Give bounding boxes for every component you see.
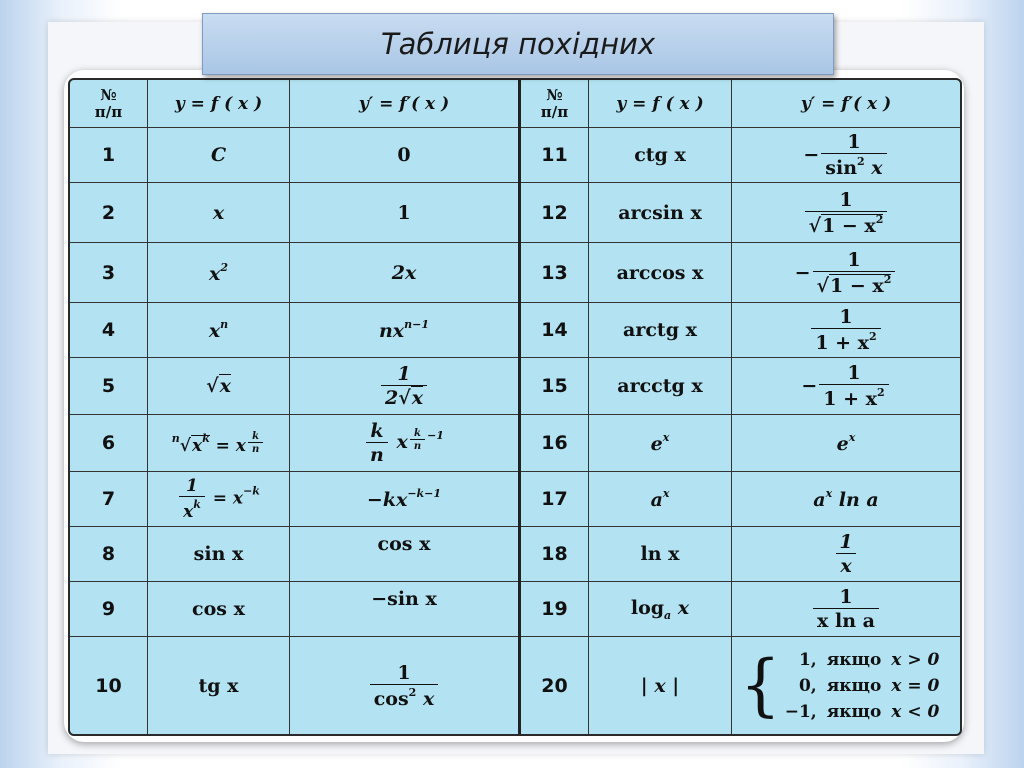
row-number: 20 — [521, 637, 589, 734]
row-number: 5 — [70, 358, 148, 414]
case-row: −1, якщо x < 0 — [784, 701, 940, 722]
derivative-cell — [732, 243, 960, 302]
function-cell — [148, 243, 290, 302]
function-text: x — [212, 201, 225, 224]
derivative-minus: − — [803, 144, 820, 166]
title-banner — [202, 13, 834, 75]
derivative-fraction: $\frac{1}{1 + x^2}$ — [811, 306, 880, 354]
row-number: 13 — [521, 243, 589, 302]
function-text: $a^x$ — [650, 487, 670, 511]
derivative-cell — [732, 358, 960, 414]
table-row — [521, 582, 960, 637]
derivative-cell — [732, 637, 960, 734]
row-number: 11 — [521, 128, 589, 182]
row-number: 6 — [70, 415, 148, 471]
function-text: C — [210, 144, 227, 166]
function-cell — [148, 472, 290, 526]
header-derivative — [732, 80, 960, 127]
case-row: 0, якщо x = 0 — [798, 675, 940, 696]
header-function — [589, 80, 732, 127]
row-number: 1 — [70, 128, 148, 182]
derivative-text: 0 — [397, 144, 411, 166]
derivative-minus: − — [801, 375, 818, 397]
derivative-cell — [290, 472, 518, 526]
function-cell — [589, 243, 732, 302]
function-text: | x | — [640, 674, 680, 697]
function-text: cos x — [192, 598, 245, 620]
page-title: Таблиця похідних — [380, 27, 656, 61]
function-cell — [589, 183, 732, 242]
header-row — [70, 80, 518, 128]
function-cell — [589, 358, 732, 414]
derivative-cell — [732, 472, 960, 526]
function-cell — [148, 183, 290, 242]
function-text: arccos x — [616, 261, 704, 284]
table-row — [521, 358, 960, 415]
function-text: $\frac{1}{x^k}$ = $x^{-k}$ — [177, 476, 260, 522]
function-cell — [148, 527, 290, 581]
table-row — [521, 527, 960, 582]
derivative-fraction: $\frac{1}{2√x}$ — [381, 363, 427, 409]
derivative-cell — [732, 527, 960, 581]
function-cell — [148, 358, 290, 414]
table-row — [70, 183, 518, 243]
derivative-text: 1 — [397, 201, 411, 224]
function-text: $\log_a x$ — [630, 596, 690, 622]
row-number: 14 — [521, 303, 589, 357]
derivative-cell — [732, 303, 960, 357]
function-cell — [148, 582, 290, 636]
header-num-label: № — [546, 85, 563, 104]
function-text: arctg x — [623, 319, 697, 341]
table-row — [521, 183, 960, 243]
function-text: arcsin x — [618, 201, 702, 224]
table-row — [70, 472, 518, 527]
table-row — [521, 415, 960, 472]
function-cell — [589, 582, 732, 636]
function-cell — [589, 415, 732, 471]
derivative-minus: − — [794, 261, 811, 284]
table-row — [70, 582, 518, 637]
header-function-label: y = f ( x ) — [616, 93, 704, 114]
row-number: 4 — [70, 303, 148, 357]
function-cell — [589, 527, 732, 581]
row-number: 10 — [70, 637, 148, 734]
row-number: 18 — [521, 527, 589, 581]
derivative-cell — [732, 582, 960, 636]
table-row — [70, 358, 518, 415]
derivative-cell — [290, 637, 518, 734]
derivative-fraction: $\frac{1}{\cos^2 x}$ — [370, 662, 439, 710]
function-cell — [148, 415, 290, 471]
derivative-text: $e^x$ — [836, 431, 856, 455]
table-right-half — [521, 80, 960, 734]
row-number: 7 — [70, 472, 148, 526]
table-row — [521, 472, 960, 527]
function-text: ln x — [640, 543, 680, 565]
header-num — [521, 80, 589, 127]
row-number: 19 — [521, 582, 589, 636]
table-row — [521, 128, 960, 183]
function-text: $e^x$ — [650, 431, 670, 455]
function-cell — [148, 637, 290, 734]
row-number: 3 — [70, 243, 148, 302]
row-number: 2 — [70, 183, 148, 242]
function-text: $x^n$ — [208, 318, 229, 342]
derivative-fraction: $\frac{1}{√1 - x^2}$ — [813, 249, 896, 297]
header-num-label: № — [100, 85, 117, 104]
row-number: 8 — [70, 527, 148, 581]
derivative-cell — [732, 183, 960, 242]
function-text: sin x — [193, 543, 244, 565]
header-row — [521, 80, 960, 128]
table-row — [70, 527, 518, 582]
table-left-half — [70, 80, 521, 734]
function-cell — [589, 128, 732, 182]
derivative-cell — [290, 128, 518, 182]
function-text: $^n√x^k = x$ $\frac{k}{n}$ — [172, 431, 265, 456]
derivative-text: $nx^{n-1}$ — [378, 318, 430, 342]
derivative-text: 2x — [391, 261, 417, 284]
case-row: 1, якщо x > 0 — [798, 649, 940, 670]
header-num-sub: п/п — [94, 102, 123, 121]
table-row — [70, 415, 518, 472]
piecewise-definition — [740, 647, 939, 725]
derivative-text: $\frac{k}{n}$ x $\frac{k}{n}$ $^{-1}$ — [364, 420, 444, 466]
header-function — [148, 80, 290, 127]
left-brace-icon: { — [740, 646, 781, 725]
derivative-text: −sin x — [371, 588, 437, 610]
function-text: arcctg x — [617, 375, 703, 397]
table-row — [521, 303, 960, 358]
row-number: 16 — [521, 415, 589, 471]
derivative-fraction: $\frac{1}{x}$ — [835, 531, 856, 577]
function-cell — [148, 128, 290, 182]
derivative-fraction: $\frac{1}{\sin^2 x}$ — [821, 131, 886, 179]
derivative-text: $-kx^{-k-1}$ — [366, 487, 442, 511]
derivative-cell — [732, 128, 960, 182]
derivative-fraction: $\frac{1}{√1 - x^2}$ — [805, 189, 888, 237]
derivative-cell — [290, 303, 518, 357]
header-function-label: y = f ( x ) — [174, 93, 263, 114]
derivative-cell — [290, 415, 518, 471]
table-row — [70, 637, 518, 734]
header-derivative-label: y′ = f′( x ) — [800, 93, 892, 114]
row-number: 17 — [521, 472, 589, 526]
function-text: ctg x — [634, 144, 686, 166]
header-derivative — [290, 80, 518, 127]
derivative-cell — [290, 243, 518, 302]
function-text: √x — [206, 375, 231, 397]
row-number: 15 — [521, 358, 589, 414]
derivative-cell — [732, 415, 960, 471]
derivative-fraction: $\frac{1}{1 + x^2}$ — [819, 362, 888, 410]
header-num — [70, 80, 148, 127]
derivative-fraction: $\frac{1}{\text{x ln a}}$ — [813, 586, 879, 632]
header-derivative-label: y′ = f′( x ) — [358, 93, 450, 114]
header-num-sub: п/п — [540, 102, 569, 121]
derivative-cell — [290, 527, 518, 581]
table-row — [521, 637, 960, 734]
function-cell — [589, 303, 732, 357]
derivative-cell — [290, 183, 518, 242]
function-text: $x^2$ — [209, 260, 228, 285]
table-row — [70, 303, 518, 358]
piecewise-cases — [785, 647, 940, 725]
derivative-text: $a^x$ ln a — [813, 487, 879, 511]
derivatives-table — [68, 78, 962, 736]
table-row — [70, 128, 518, 183]
table-row — [521, 243, 960, 303]
row-number: 9 — [70, 582, 148, 636]
derivative-cell — [290, 358, 518, 414]
function-cell — [148, 303, 290, 357]
function-text: tg x — [198, 674, 239, 697]
function-cell — [589, 637, 732, 734]
function-cell — [589, 472, 732, 526]
table-row — [70, 243, 518, 303]
derivative-cell — [290, 582, 518, 636]
derivative-text: cos x — [377, 533, 431, 555]
row-number: 12 — [521, 183, 589, 242]
